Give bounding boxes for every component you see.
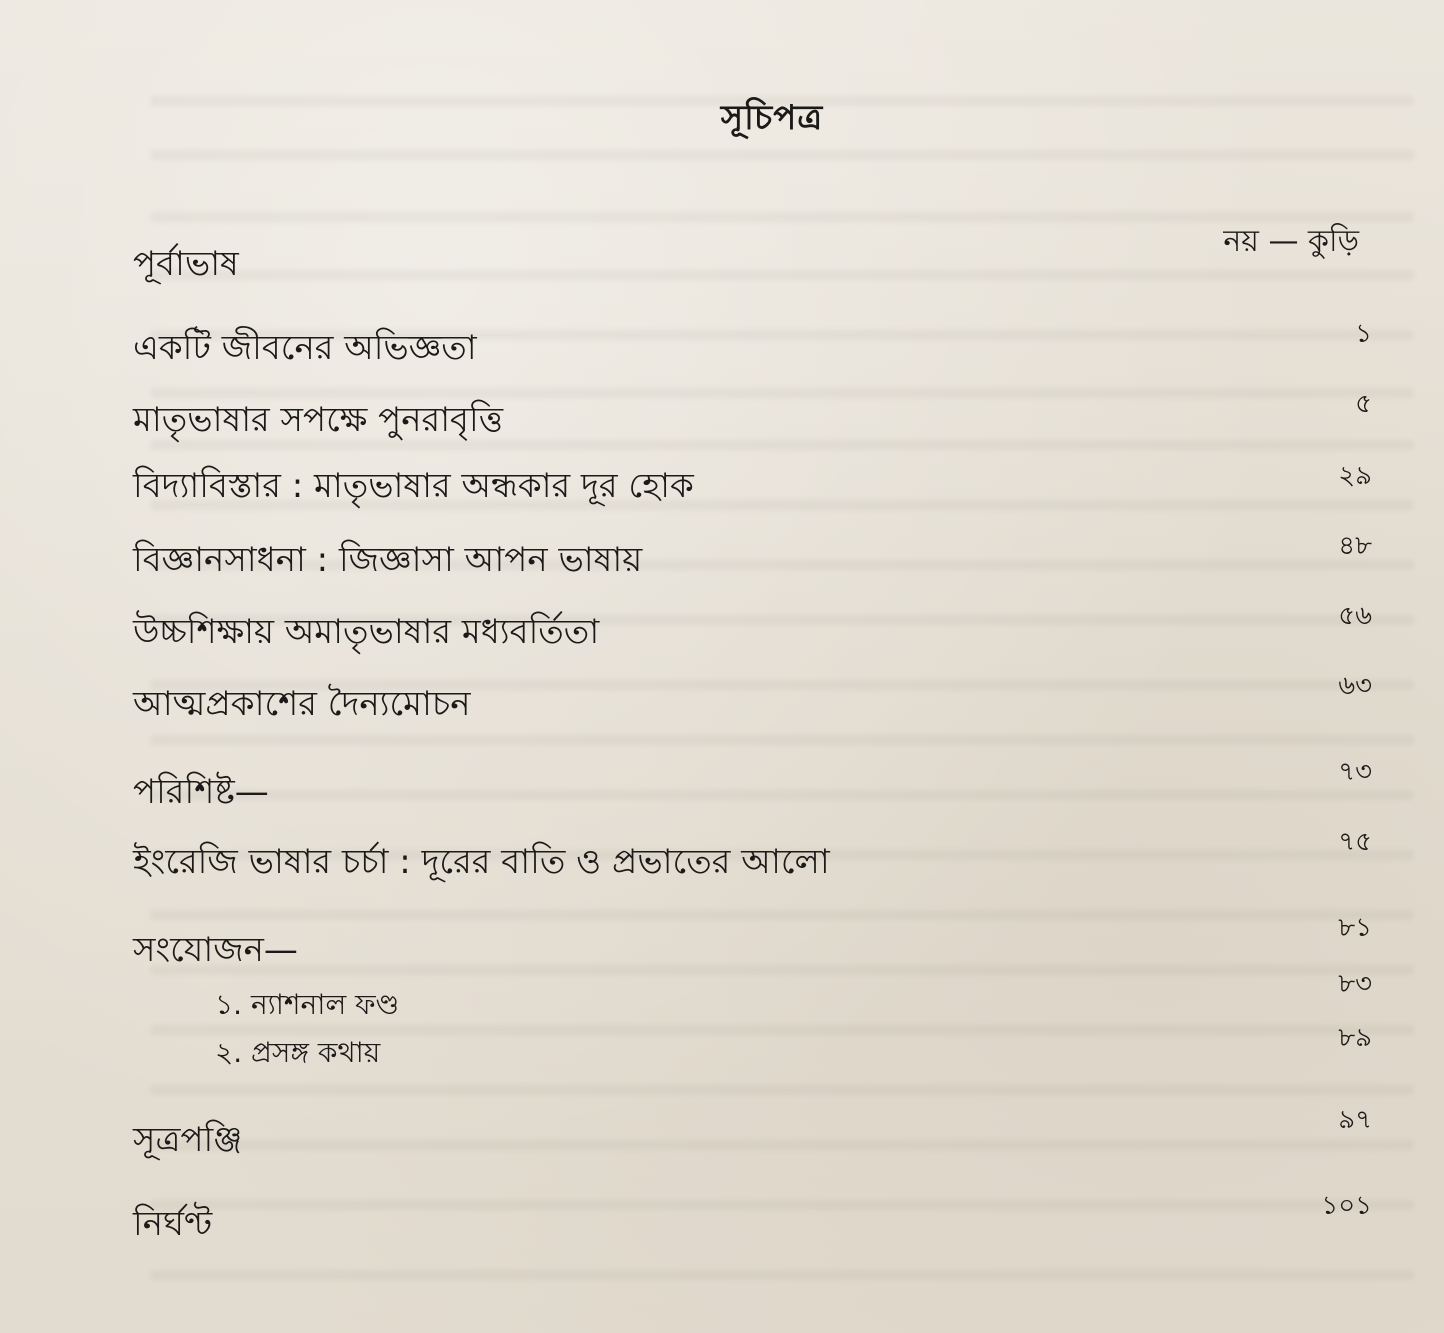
bleed-through-line [150, 1270, 1414, 1280]
toc-entry-label: একটি জীবনের অভিজ্ঞতা [133, 328, 477, 368]
toc-entry-page: ৮১ [1338, 913, 1372, 943]
toc-entry-label: নির্ঘণ্ট [133, 1204, 213, 1244]
toc-entry-label: পরিশিষ্ট— [133, 772, 269, 812]
toc-entry-label: সূত্রপঞ্জি [133, 1120, 243, 1160]
toc-entry-page: ৫ [1355, 389, 1372, 419]
bleed-through-line [150, 1085, 1414, 1095]
toc-entry-page: ৪৮ [1338, 531, 1372, 561]
page-title: সূচিপত্র [720, 98, 824, 138]
toc-entry-page: ৭৫ [1338, 827, 1372, 857]
toc-entry-page: নয় — কুড়ি [1223, 224, 1359, 259]
bleed-through-line [150, 910, 1414, 920]
toc-entry-page: ৮৯ [1338, 1023, 1372, 1053]
toc-entry-page: ৭৩ [1338, 757, 1372, 787]
toc-entry-label: উচ্চশিক্ষায় অমাতৃভাষার মধ্যবর্তিতা [133, 612, 600, 652]
toc-entry-label: বিজ্ঞানসাধনা : জিজ্ঞাসা আপন ভাষায় [133, 540, 643, 580]
bleed-through-line [150, 1140, 1414, 1150]
bleed-through-line [150, 735, 1414, 745]
toc-subentry-label: ২. প্রসঙ্গ কথায় [215, 1036, 381, 1069]
toc-entry-page: ১ [1355, 319, 1372, 349]
toc-entry-page: ৮৩ [1338, 969, 1372, 999]
toc-entry-page: ২৯ [1338, 461, 1372, 491]
bleed-through-line [150, 790, 1414, 800]
toc-entry-page: ৯৭ [1338, 1105, 1372, 1135]
bleed-through-line [150, 270, 1414, 280]
toc-entry-page: ৫৬ [1338, 601, 1372, 631]
toc-entry-label: সংযোজন— [133, 930, 298, 970]
bleed-through-line [150, 440, 1414, 450]
toc-entry-label: ইংরেজি ভাষার চর্চা : দূরের বাতি ও প্রভাতের আলো [133, 842, 830, 882]
bleed-through-line [150, 150, 1414, 160]
toc-entry-page: ৬৩ [1338, 671, 1372, 701]
toc-subentry-label: ১. ন্যাশনাল ফণ্ড [215, 988, 400, 1021]
toc-entry-label: পূর্বাভাষ [133, 244, 239, 284]
bleed-through-line [150, 388, 1414, 398]
toc-entry-label: বিদ্যাবিস্তার : মাতৃভাষার অন্ধকার দূর হোক [133, 466, 694, 506]
bleed-through-line [150, 212, 1414, 222]
toc-entry-label: আত্মপ্রকাশের দৈন্যমোচন [133, 684, 471, 724]
bleed-through-line [150, 965, 1414, 975]
toc-entry-label: মাতৃভাষার সপক্ষে পুনরাবৃত্তি [133, 400, 504, 440]
bleed-through-line [150, 1200, 1414, 1210]
toc-entry-page: ১০১ [1321, 1191, 1372, 1221]
